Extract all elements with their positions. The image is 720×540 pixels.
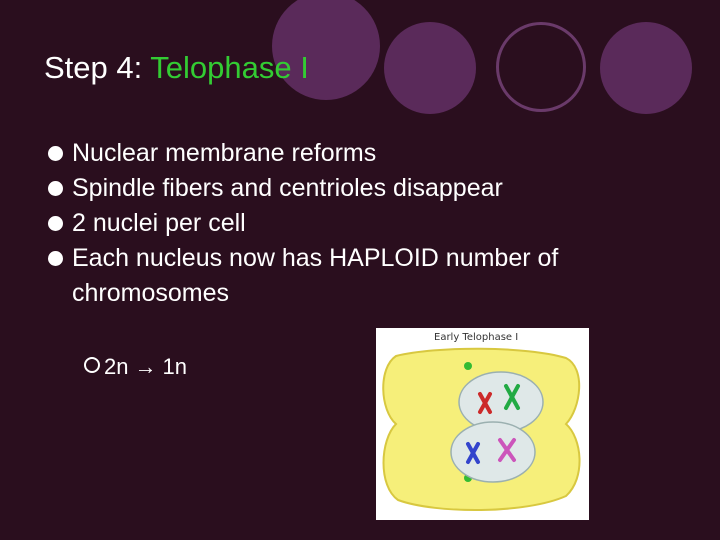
sub-bullet bbox=[84, 352, 187, 382]
title-highlight: Telophase I bbox=[150, 50, 309, 85]
cell-illustration bbox=[376, 328, 589, 520]
bullet-item bbox=[46, 171, 686, 206]
nucleus-bottom bbox=[451, 422, 535, 482]
sub-bullet-to: 1n bbox=[162, 354, 187, 379]
bullet-item bbox=[46, 136, 686, 171]
bullet-text: Each nucleus now has HAPLOID number of chromosomes bbox=[72, 244, 559, 307]
bullet-text: Spindle fibers and centrioles disappear bbox=[72, 174, 503, 202]
bullet-list bbox=[46, 136, 686, 311]
title-prefix: Step 4: bbox=[44, 50, 151, 85]
sub-bullet-from: 2n bbox=[104, 354, 129, 379]
bullet-dot-icon bbox=[48, 216, 63, 231]
bullet-text: Nuclear membrane reforms bbox=[72, 139, 377, 167]
bullet-item bbox=[46, 241, 682, 311]
slide-title bbox=[44, 50, 309, 86]
decorative-circle-ring bbox=[496, 22, 586, 112]
bullet-dot-icon bbox=[48, 251, 63, 266]
telophase-figure bbox=[376, 328, 589, 520]
bullet-text: 2 nuclei per cell bbox=[72, 209, 246, 237]
decorative-circle-filled bbox=[600, 22, 692, 114]
bullet-dot-icon bbox=[48, 181, 63, 196]
bullet-item bbox=[46, 206, 686, 241]
sub-bullet-ring-icon bbox=[84, 357, 100, 373]
figure-caption: Early Telophase I bbox=[434, 332, 519, 343]
bullet-dot-icon bbox=[48, 146, 63, 161]
right-arrow-icon: → bbox=[134, 354, 157, 379]
decorative-circle-filled bbox=[384, 22, 476, 114]
